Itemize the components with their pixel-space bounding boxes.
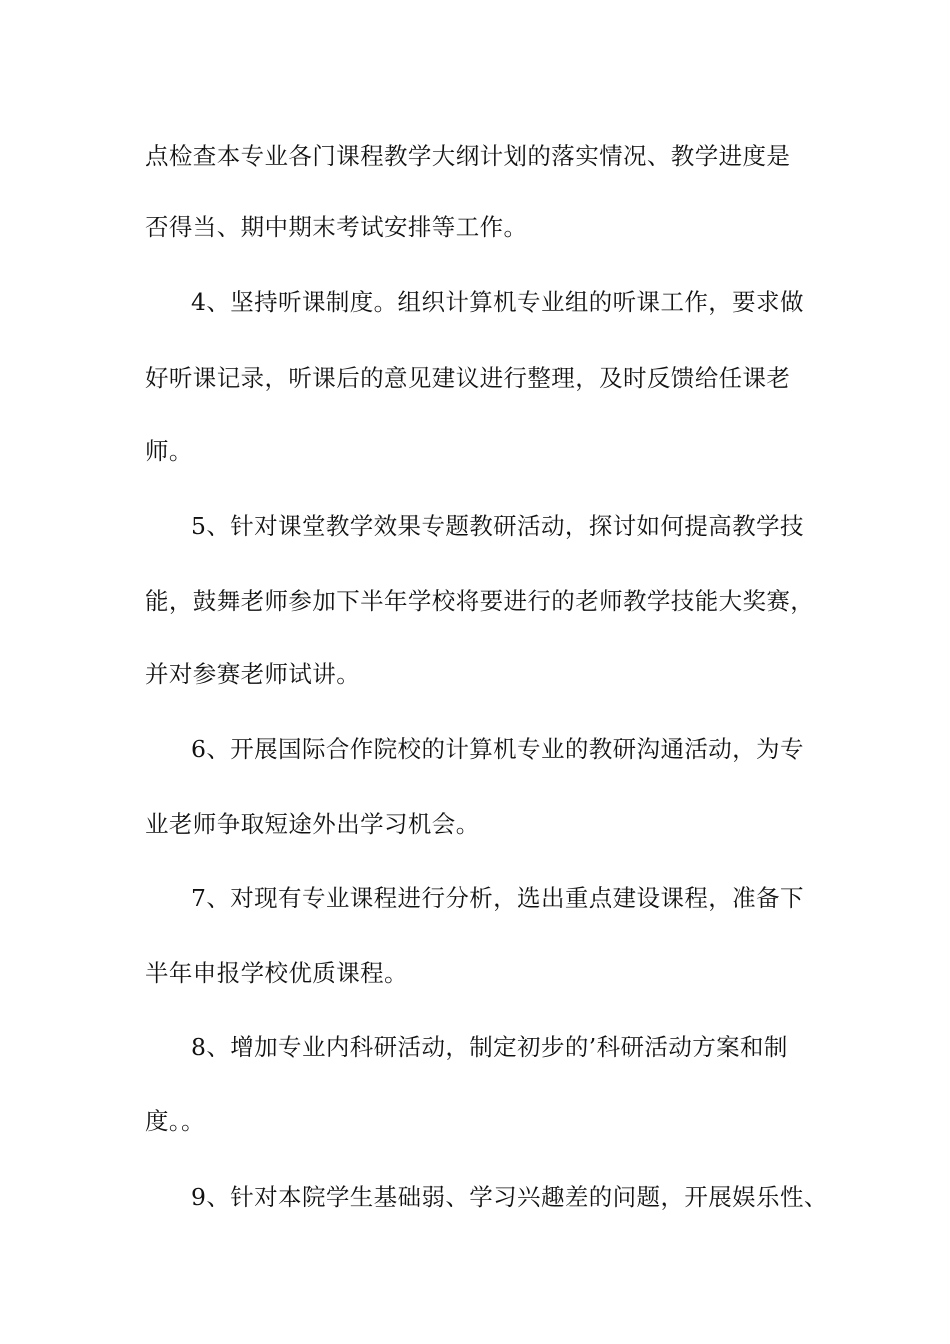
paragraph-start-line: 4、坚持听课制度。组织计算机专业组的听课工作，要求做 [191, 288, 804, 316]
text-line: 师。 [145, 437, 193, 465]
text-line: 半年申报学校优质课程。 [145, 959, 408, 987]
paragraph-start-line: 7、对现有专业课程进行分析，选出重点建设课程，准备下 [191, 884, 804, 912]
paragraph-start-line: 5、针对课堂教学效果专题教研活动，探讨如何提高教学技 [191, 512, 804, 540]
text-line: 能，鼓舞老师参加下半年学校将要进行的老师教学技能大奖赛， [145, 587, 815, 615]
paragraph-start-line: 6、开展国际合作院校的计算机专业的教研沟通活动，为专 [191, 735, 804, 763]
text-line: 点检查本专业各门课程教学大纲计划的落实情况、教学进度是 [145, 142, 791, 170]
text-line: 并对参赛老师试讲。 [145, 660, 361, 688]
paragraph-start-line: 8、增加专业内科研活动，制定初步的’科研活动方案和制 [191, 1033, 788, 1061]
text-line: 否得当、期中期末考试安排等工作。 [145, 213, 528, 241]
text-line: 度。。 [145, 1107, 205, 1135]
paragraph-start-line: 9、针对本院学生基础弱、学习兴趣差的问题，开展娱乐性、 [191, 1183, 828, 1211]
text-line: 好听课记录，听课后的意见建议进行整理，及时反馈给任课老 [145, 364, 791, 392]
text-line: 业老师争取短途外出学习机会。 [145, 810, 480, 838]
